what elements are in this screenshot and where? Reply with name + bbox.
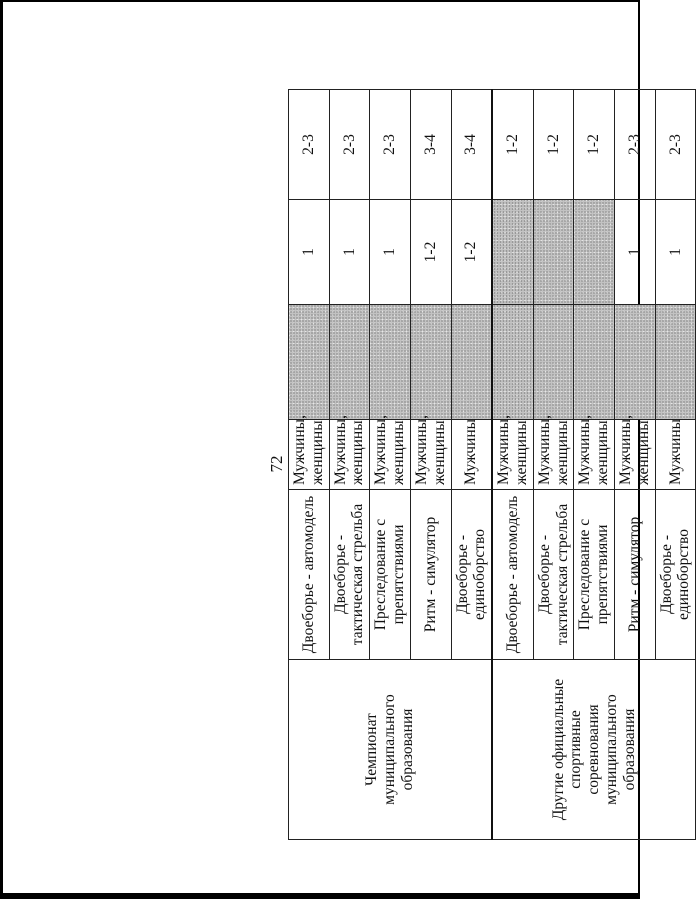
shaded-cell [533,305,574,420]
discipline-cell: Двоеборье - единоборство [655,490,696,660]
gender-cell: Мужчины, женщины [533,420,574,490]
discipline-cell: Ритм - симулятор [410,490,451,660]
group-name: Другие официальные спортивные соревнования муниципального образования [492,660,696,840]
shaded-cell [289,305,330,420]
shaded-cell [574,200,615,305]
table-row [289,90,330,840]
shaded-cell [533,200,574,305]
gender-cell: Мужчины [655,420,696,490]
discipline-cell: Двоеборье - тактическая стрельба [533,490,574,660]
place-cell: 1-2 [410,200,451,305]
gender-cell: Мужчины, женщины [370,420,411,490]
gender-cell: Мужчины, женщины [410,420,451,490]
competition-table [288,89,696,840]
place-cell: 1-2 [533,90,574,200]
place-cell: 1-2 [574,90,615,200]
place-cell: 2-3 [370,90,411,200]
place-cell: 1 [370,200,411,305]
place-cell: 3-4 [451,90,492,200]
gender-cell: Мужчины, женщины [492,420,533,490]
gender-cell: Мужчины [451,420,492,490]
place-cell: 2-3 [655,90,696,200]
discipline-cell: Двоеборье - автомодель [289,490,330,660]
shaded-cell [370,305,411,420]
discipline-cell: Двоеборье - единоборство [451,490,492,660]
gender-cell: Мужчины, женщины [289,420,330,490]
discipline-cell: Двоеборье - тактическая стрельба [329,490,370,660]
place-cell: 1 [289,200,330,305]
place-cell: 1 [655,200,696,305]
place-cell: 2-3 [289,90,330,200]
shaded-cell [492,200,533,305]
place-cell: 1-2 [451,200,492,305]
table-row [492,90,533,840]
gender-cell: Мужчины, женщины [574,420,615,490]
place-cell: 2-3 [615,90,656,200]
place-cell: 1 [329,200,370,305]
discipline-cell: Преследование с препятствиями [574,490,615,660]
shaded-cell [615,305,656,420]
shaded-cell [410,305,451,420]
group-name: Чемпионат муниципального образования [289,660,493,840]
gender-cell: Мужчины, женщины [615,420,656,490]
shaded-cell [329,305,370,420]
shaded-cell [574,305,615,420]
shaded-cell [451,305,492,420]
rotated-content [266,90,693,840]
discipline-cell: Преследование с препятствиями [370,490,411,660]
gender-cell: Мужчины, женщины [329,420,370,490]
place-cell: 1-2 [492,90,533,200]
page-number: 72 [267,455,286,473]
shaded-cell [655,305,696,420]
discipline-cell: Двоеборье - автомодель [492,490,533,660]
place-cell: 3-4 [410,90,451,200]
place-cell: 2-3 [329,90,370,200]
place-cell: 1 [615,200,656,305]
shaded-cell [492,305,533,420]
discipline-cell: Ритм - симулятор [615,490,656,660]
